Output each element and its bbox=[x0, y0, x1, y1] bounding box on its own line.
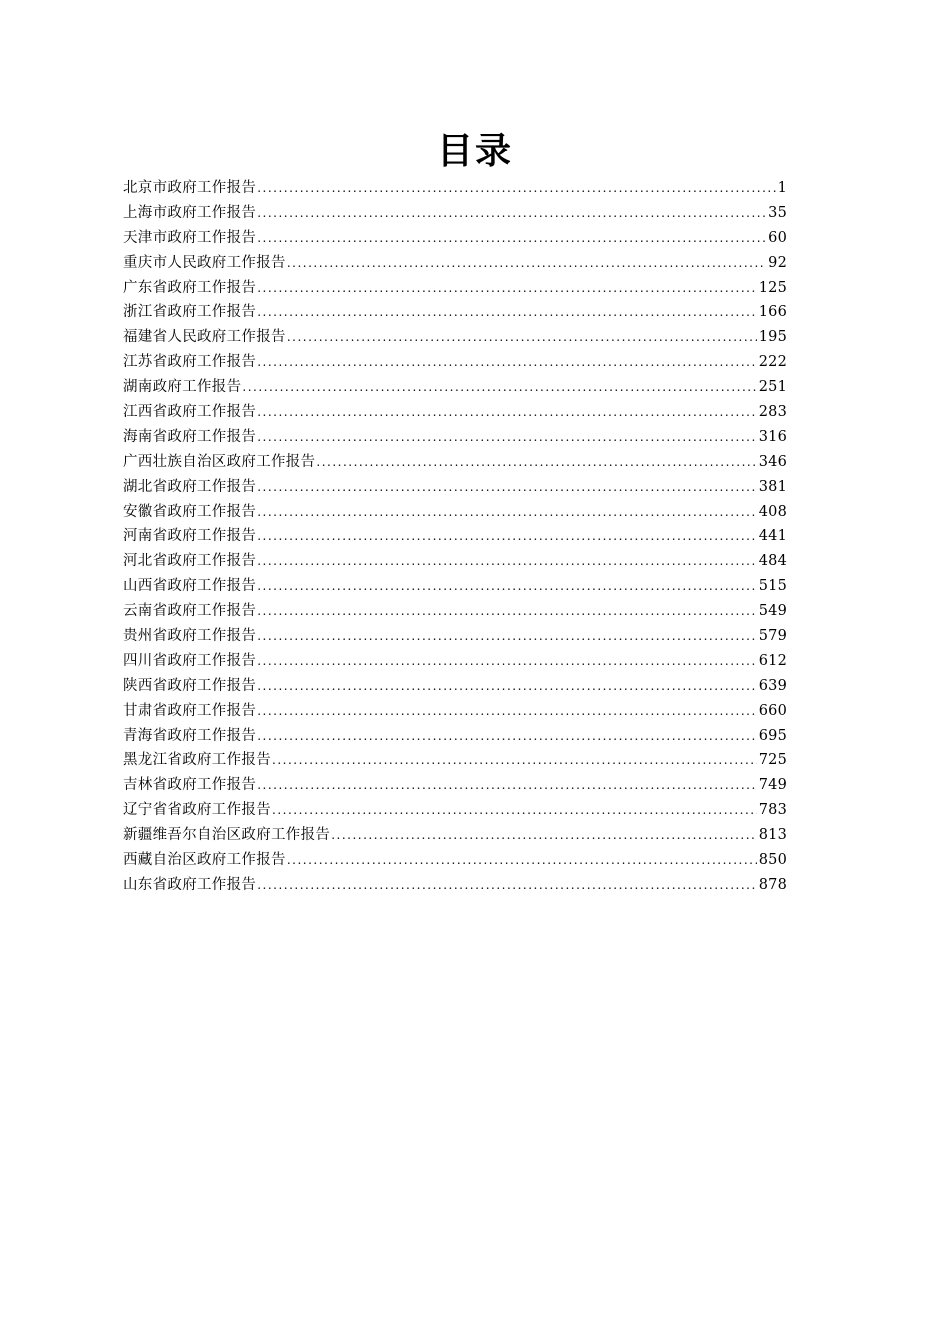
dot-leader bbox=[242, 375, 756, 400]
dot-leader bbox=[257, 276, 757, 301]
toc-entry-label[interactable]: 北京市政府工作报告 bbox=[123, 180, 257, 196]
toc-entry[interactable] bbox=[123, 873, 787, 898]
toc-entry-page-number[interactable]: 695 bbox=[758, 727, 787, 744]
toc-entry-page-number[interactable]: 725 bbox=[758, 752, 787, 769]
toc-entry-label[interactable]: 四川省政府工作报告 bbox=[123, 652, 257, 669]
toc-entry-label[interactable]: 青海省政府工作报告 bbox=[123, 727, 257, 744]
dot-leader bbox=[257, 475, 757, 500]
toc-entry-page-number[interactable]: 579 bbox=[758, 628, 787, 645]
toc-entry-label[interactable]: 上海市政府工作报告 bbox=[123, 204, 257, 221]
toc-entry-label[interactable]: 江苏省政府工作报告 bbox=[123, 354, 257, 371]
toc-entry-label[interactable]: 河南省政府工作报告 bbox=[123, 528, 257, 545]
toc-entry-label[interactable]: 云南省政府工作报告 bbox=[123, 603, 257, 620]
toc-entry-label[interactable]: 广东省政府工作报告 bbox=[123, 279, 257, 296]
toc-entry[interactable] bbox=[123, 475, 787, 500]
toc-entry-label[interactable]: 新疆维吾尔自治区政府工作报告 bbox=[123, 827, 331, 844]
toc-entry[interactable] bbox=[123, 450, 787, 475]
dot-leader bbox=[257, 773, 757, 798]
dot-leader bbox=[257, 674, 757, 699]
toc-entry-page-number[interactable]: 125 bbox=[758, 279, 787, 296]
toc-entry-label[interactable]: 重庆市人民政府工作报告 bbox=[123, 254, 286, 271]
toc-entry-page-number[interactable]: 408 bbox=[758, 503, 787, 520]
toc-entry[interactable] bbox=[123, 300, 787, 325]
toc-entry-label[interactable]: 甘肃省政府工作报告 bbox=[123, 702, 257, 719]
toc-entry[interactable] bbox=[123, 649, 787, 674]
page-title: 目录 bbox=[436, 131, 513, 172]
dot-leader bbox=[257, 425, 757, 450]
dot-leader bbox=[257, 699, 757, 724]
dot-leader bbox=[257, 300, 757, 325]
toc-entry[interactable] bbox=[123, 201, 787, 226]
toc-entry-label[interactable]: 贵州省政府工作报告 bbox=[123, 628, 257, 645]
toc-entry-page-number[interactable]: 441 bbox=[758, 528, 787, 545]
toc-entry[interactable] bbox=[123, 798, 787, 823]
toc-entry-page-number[interactable]: 639 bbox=[758, 677, 787, 694]
dot-leader bbox=[257, 500, 757, 525]
toc-entry-page-number[interactable]: 92 bbox=[768, 254, 787, 271]
toc-entry[interactable] bbox=[123, 375, 787, 400]
toc-entry-page-number[interactable]: 166 bbox=[758, 304, 787, 321]
toc-entry-page-number[interactable]: 878 bbox=[758, 876, 787, 893]
toc-entry-page-number[interactable]: 850 bbox=[758, 852, 787, 869]
toc-entry[interactable] bbox=[123, 524, 787, 549]
toc-entry-page-number[interactable]: 515 bbox=[758, 578, 787, 595]
toc-entry-page-number[interactable]: 346 bbox=[758, 453, 787, 470]
toc-entry-label[interactable]: 山东省政府工作报告 bbox=[123, 876, 257, 893]
toc-entry[interactable] bbox=[123, 276, 787, 301]
dot-leader bbox=[257, 400, 757, 425]
toc-entry[interactable] bbox=[123, 674, 787, 699]
toc-entry-label[interactable]: 吉林省政府工作报告 bbox=[123, 777, 257, 794]
toc-entry-label[interactable]: 浙江省政府工作报告 bbox=[123, 304, 257, 321]
toc-entry-label[interactable]: 福建省人民政府工作报告 bbox=[123, 329, 286, 346]
toc-entry-page-number[interactable]: 381 bbox=[758, 478, 787, 495]
toc-entry-label[interactable]: 安徽省政府工作报告 bbox=[123, 503, 257, 520]
toc-entry-page-number[interactable]: 484 bbox=[758, 553, 787, 570]
toc-entry-page-number[interactable]: 660 bbox=[758, 702, 787, 719]
toc-entry[interactable] bbox=[123, 748, 787, 773]
toc-entry[interactable] bbox=[123, 724, 787, 749]
toc-entry-page-number[interactable]: 749 bbox=[758, 777, 787, 794]
toc-entry-page-number[interactable]: 35 bbox=[768, 204, 787, 221]
dot-leader bbox=[257, 226, 766, 251]
toc-entry[interactable] bbox=[123, 425, 787, 450]
dot-leader bbox=[257, 624, 757, 649]
toc-entry-page-number[interactable]: 283 bbox=[758, 404, 787, 421]
toc-entry[interactable] bbox=[123, 226, 787, 251]
toc-entry[interactable] bbox=[123, 500, 787, 525]
dot-leader bbox=[272, 798, 757, 823]
dot-leader bbox=[257, 524, 757, 549]
dot-leader bbox=[257, 873, 757, 898]
toc-entry[interactable] bbox=[123, 773, 787, 798]
toc-entry-label[interactable]: 湖北省政府工作报告 bbox=[123, 478, 257, 495]
toc-entry-label[interactable]: 陕西省政府工作报告 bbox=[123, 677, 257, 694]
toc-entry[interactable] bbox=[123, 350, 787, 375]
toc-entry-page-number[interactable]: 195 bbox=[758, 329, 787, 346]
toc-entry-label[interactable]: 山西省政府工作报告 bbox=[123, 578, 257, 595]
toc-entry-label[interactable]: 广西壮族自治区政府工作报告 bbox=[123, 453, 316, 470]
toc-entry-page-number[interactable]: 1 bbox=[777, 180, 787, 196]
toc-entry-label[interactable]: 天津市政府工作报告 bbox=[123, 229, 257, 246]
dot-leader bbox=[257, 574, 757, 599]
toc-entry-label[interactable]: 河北省政府工作报告 bbox=[123, 553, 257, 570]
toc-entry-page-number[interactable]: 813 bbox=[758, 827, 787, 844]
toc-entry-page-number[interactable]: 612 bbox=[758, 652, 787, 669]
toc-entry-label[interactable]: 西藏自治区政府工作报告 bbox=[123, 852, 286, 869]
toc-entry-label[interactable]: 辽宁省省政府工作报告 bbox=[123, 802, 271, 819]
dot-leader bbox=[257, 649, 757, 674]
dot-leader bbox=[257, 176, 775, 201]
toc-entry[interactable] bbox=[123, 325, 787, 350]
toc-entry-label[interactable]: 江西省政府工作报告 bbox=[123, 404, 257, 421]
dot-leader bbox=[257, 599, 757, 624]
dot-leader bbox=[287, 848, 757, 873]
toc-entry[interactable] bbox=[123, 251, 787, 276]
toc-entry[interactable] bbox=[123, 848, 787, 873]
table-of-contents bbox=[123, 176, 787, 898]
toc-entry[interactable] bbox=[123, 400, 787, 425]
toc-entry-label[interactable]: 海南省政府工作报告 bbox=[123, 428, 257, 445]
dot-leader bbox=[257, 549, 757, 574]
toc-entry[interactable] bbox=[123, 574, 787, 599]
toc-entry[interactable] bbox=[123, 823, 787, 848]
dot-leader bbox=[257, 201, 766, 226]
toc-entry[interactable] bbox=[123, 549, 787, 574]
toc-entry[interactable] bbox=[123, 699, 787, 724]
dot-leader bbox=[272, 748, 757, 773]
toc-entry[interactable] bbox=[123, 176, 787, 201]
toc-entry-label[interactable]: 黑龙江省政府工作报告 bbox=[123, 752, 271, 769]
toc-entry-page-number[interactable]: 60 bbox=[768, 229, 787, 246]
toc-entry[interactable] bbox=[123, 599, 787, 624]
dot-leader bbox=[316, 450, 756, 475]
dot-leader bbox=[257, 724, 757, 749]
toc-entry-page-number[interactable]: 316 bbox=[758, 428, 787, 445]
toc-entry[interactable] bbox=[123, 624, 787, 649]
toc-entry-page-number[interactable]: 222 bbox=[758, 354, 787, 371]
dot-leader bbox=[287, 325, 757, 350]
dot-leader bbox=[331, 823, 757, 848]
toc-entry-page-number[interactable]: 251 bbox=[758, 379, 787, 396]
toc-entry-page-number[interactable]: 549 bbox=[758, 603, 787, 620]
dot-leader bbox=[257, 350, 757, 375]
dot-leader bbox=[287, 251, 766, 276]
toc-entry-label[interactable]: 湖南政府工作报告 bbox=[123, 379, 242, 396]
toc-entry-page-number[interactable]: 783 bbox=[758, 802, 787, 819]
